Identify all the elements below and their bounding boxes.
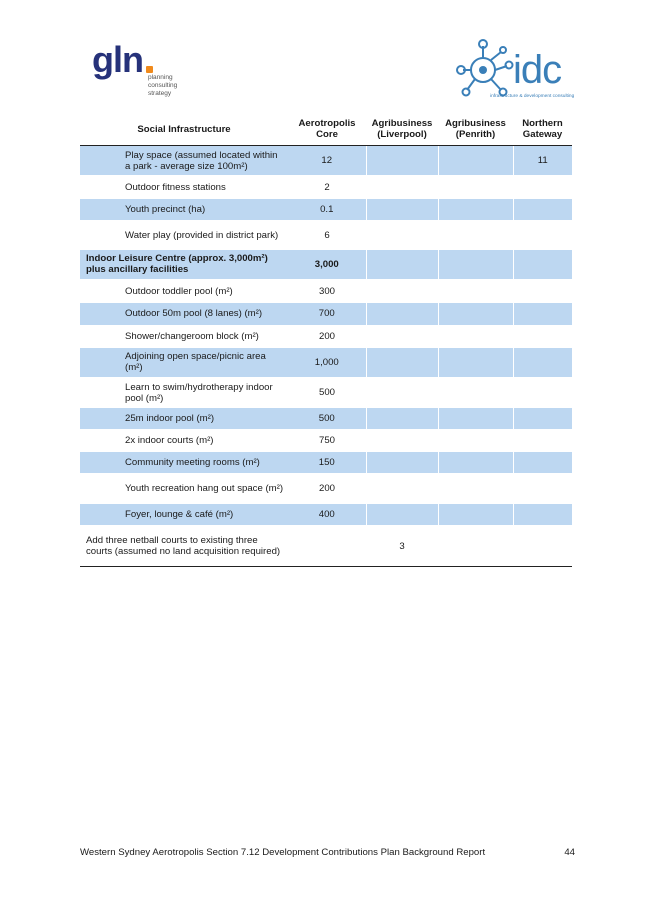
table-row: Add three netball courts to existing three courts (assumed no land acquisition required) 3 xyxy=(80,526,572,567)
table-row: Outdoor fitness stations 2 xyxy=(80,176,572,199)
idc-logo-subtitle: infrastructure & development consulting xyxy=(490,94,575,99)
gln-logo xyxy=(92,40,182,104)
table-row: Foyer, lounge & café (m²) 400 xyxy=(80,504,572,526)
table-row: Outdoor toddler pool (m²) 300 xyxy=(80,280,572,303)
header-social-infrastructure: Social Infrastructure xyxy=(80,113,288,146)
page-footer xyxy=(80,847,575,858)
table-row: Water play (provided in district park) 6 xyxy=(80,221,572,250)
table-row-section: Indoor Leisure Centre (approx. 3,000m²) plus ancillary facilities 3,000 xyxy=(80,250,572,280)
table-row: Play space (assumed located within a park - average size 100m²) 12 11 xyxy=(80,146,572,176)
table-row: 25m indoor pool (m²) 500 xyxy=(80,408,572,430)
gln-logo-dot xyxy=(146,66,153,73)
footer-title: Western Sydney Aerotropolis Section 7.12 Development Contributions Plan Background Report xyxy=(80,847,486,858)
table-row: Community meeting rooms (m²) 150 xyxy=(80,452,572,474)
header-agribusiness-penrith: Agribusiness (Penrith) xyxy=(438,113,513,146)
header-agribusiness-liverpool: Agribusiness (Liverpool) xyxy=(366,113,438,146)
table-row: 2x indoor courts (m²) 750 xyxy=(80,430,572,452)
header-northern-gateway: Northern Gateway xyxy=(513,113,572,146)
table-row: Adjoining open space/picnic area (m²) 1,000 xyxy=(80,348,572,378)
idc-logo-word: idc xyxy=(513,48,562,92)
table-row: Outdoor 50m pool (8 lanes) (m²) 700 xyxy=(80,303,572,326)
table-row: Youth recreation hang out space (m²) 200 xyxy=(80,474,572,504)
table-header-row xyxy=(80,113,572,146)
idc-logo xyxy=(455,38,577,104)
header-aerotropolis-core: Aerotropolis Core xyxy=(288,113,366,146)
social-infrastructure-table xyxy=(80,113,572,567)
gln-logo-word: gln xyxy=(92,39,143,80)
table-row: Youth precinct (ha) 0.1 xyxy=(80,199,572,221)
table-row: Shower/changeroom block (m²) 200 xyxy=(80,326,572,348)
table-row: Learn to swim/hydrotherapy indoor pool (m²) 500 xyxy=(80,378,572,408)
page-number: 44 xyxy=(564,847,575,858)
gln-logo-tagline: planning consulting strategy xyxy=(148,74,178,97)
